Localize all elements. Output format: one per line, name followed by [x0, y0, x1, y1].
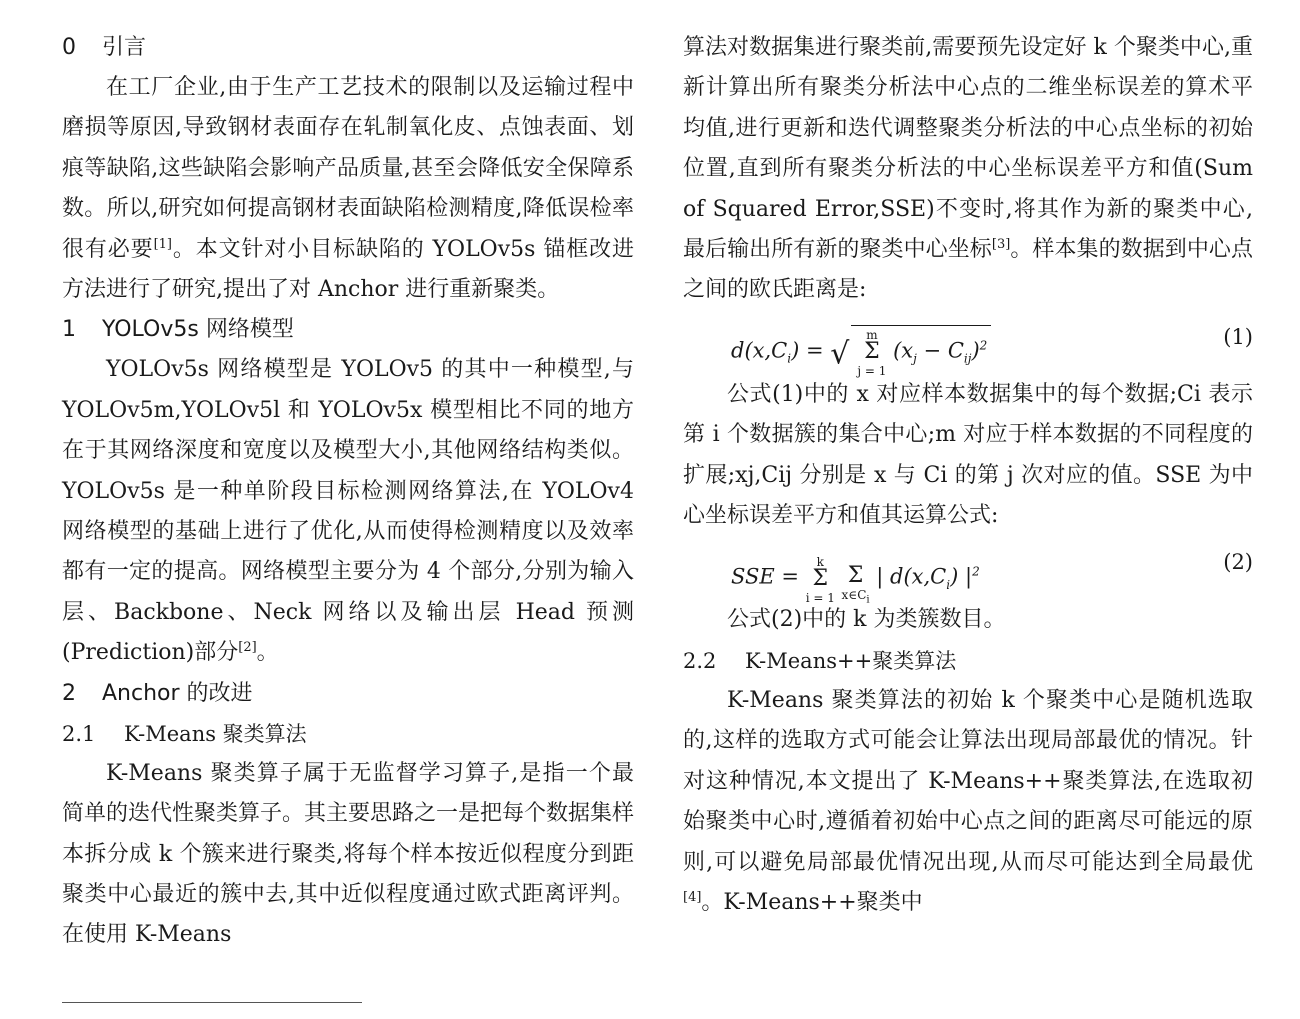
yolov5s-paragraph	[62, 350, 634, 673]
sum-bottom: j = 1	[857, 363, 887, 378]
citation: [4]	[683, 889, 702, 905]
kmeans-paragraph	[62, 754, 634, 956]
paragraph-text: 算法对数据集进行聚类前,需要预先设定好 k 个聚类中心,重新计算出所有聚类分析法中心点的二维坐标误差的算术平均值,进行更新和迭代调整聚类分析法的中心点坐标的初始位置,直到所有聚类分析法的中心坐标误差平方和值(Sum of Squared Error,SSE)不变时,将其作为新的聚类中心,最后输出所有新的聚类中心坐标	[683, 35, 1253, 263]
sum-symbol	[857, 326, 886, 378]
eq-minus: − C	[916, 338, 964, 363]
section-heading-intro	[62, 28, 634, 68]
footnote-divider	[62, 1002, 362, 1003]
citation: [3]	[991, 237, 1011, 253]
section-number: 0	[62, 35, 76, 60]
sigma-icon: Σ	[847, 563, 864, 589]
sqrt-body	[851, 325, 991, 378]
eq-sub: i	[866, 594, 870, 606]
equation-2	[683, 536, 1253, 606]
eq-power: 2	[979, 338, 988, 353]
subsection-number: 2.2	[683, 648, 717, 673]
subsection-heading-kmeans	[62, 714, 634, 754]
paragraph-text-tail: 。K-Means++聚类中	[701, 889, 923, 915]
paragraph-text-tail: 。样本集的数据到中心点之间的欧氏距离是:	[683, 237, 1253, 303]
left-column	[62, 28, 634, 956]
eq-lhs: SSE =	[731, 565, 800, 590]
section-heading-anchor	[62, 674, 634, 714]
sum-bottom	[841, 588, 870, 606]
section-title: YOLOv5s 网络模型	[102, 317, 294, 343]
paragraph-text: K-Means 聚类算法的初始 k 个聚类中心是随机选取的,这样的选取方式可能会让算法出现局部最优的情况。针对这种情况,本文提出了 K-Means++聚类算法,在选取初始聚类中心时,遵循着初始中心点之间的距离尽可能远的原则,可以避免局部最优情况出现,从而尽可能达到全局最优	[683, 687, 1253, 875]
equation-number: (2)	[1223, 550, 1253, 575]
subsection-title: K-Means 聚类算法	[124, 721, 307, 746]
sum-bottom-text: x∈C	[841, 588, 867, 603]
sum-bottom: i = 1	[805, 590, 835, 605]
section-title: 引言	[102, 35, 147, 60]
sigma-icon: Σ	[864, 338, 880, 364]
paragraph-text: 在工厂企业,由于生产工艺技术的限制以及运输过程中磨损等原因,导致钢材表面存在轧制氧化皮、点蚀表面、划痕等缺陷,这些缺陷会影响产品质量,甚至会降低安全保障系数。所以,研究如何提高钢材表面缺陷检测精度,降低误检率很有必要	[62, 75, 634, 262]
section-number: 1	[62, 317, 76, 343]
paragraph-text-tail: 。本文针对小目标缺陷的 YOLOv5s 锚框改进方法进行了研究,提出了对 Anchor 进行重新聚类。	[62, 236, 634, 303]
sum-symbol	[806, 553, 835, 605]
sqrt-icon: √	[830, 336, 850, 372]
paragraph-text: K-Means 聚类算子属于无监督学习算子,是指一个最简单的迭代性聚类算子。其主要思路之一是把每个数据集样本拆分成 k 个簇来进行聚类,将每个样本按近似程度分到距聚类中心最近的簇中去,其中近似程度通过欧式距离评判。在使用 K-Means	[62, 760, 635, 948]
section-number: 2	[62, 680, 76, 706]
right-column	[683, 28, 1253, 923]
eq-sub: i	[946, 578, 951, 593]
eq-body-close: ) |	[950, 565, 973, 590]
paragraph-text: YOLOv5s 网络模型是 YOLOv5 的其中一种模型,与 YOLOv5m,YOLOv5l 和 YOLOv5x 模型相比不同的地方在于其网络深度和宽度以及模型大小,其他网络结构类似。YOLOv5s 是一种单阶段目标检测网络算法,在 YOLOv4 网络模型的基础上进行了优化,从而使得检测精度以及效率都有一定的提高。网络模型主要分为 4 个部分,分别为输入层、Backbone、Neck 网络以及输出层 Head 预测(Prediction)部分	[62, 357, 634, 666]
section-heading-yolov5s	[62, 310, 634, 350]
eq-lhs: d(x,C	[731, 338, 788, 363]
kmeans-continued-paragraph	[683, 28, 1253, 311]
sum-top: m	[866, 327, 878, 342]
eq-body-close: )	[971, 338, 980, 363]
citation: [2]	[238, 640, 257, 656]
paragraph-text: 公式(2)中的 k 为类簇数目。	[727, 607, 1006, 633]
equation-1	[683, 311, 1253, 378]
eq-sub: i	[787, 351, 792, 366]
eq-body: (x	[893, 338, 914, 363]
equation-number: (1)	[1223, 324, 1253, 349]
sum-symbol	[842, 550, 870, 606]
equation-expression	[731, 325, 991, 378]
kmeanspp-paragraph	[683, 681, 1253, 923]
paragraph-text: 公式(1)中的 x 对应样本数据集中的每个数据;Ci 表示第 i 个数据簇的集合中心;m 对应于样本数据的不同程度的扩展;xj,Cij 分别是 x 与 Ci 的第 j 次对应的值。SSE 为中心坐标误差平方和值其运算公式:	[683, 381, 1253, 529]
subsection-title: K-Means++聚类算法	[745, 648, 957, 673]
subsection-number: 2.1	[62, 721, 96, 746]
sum-top: k	[816, 554, 824, 569]
citation: [1]	[153, 236, 172, 252]
eq-body: | d(x,C	[876, 565, 947, 590]
subsection-heading-kmeanspp	[683, 641, 1253, 681]
intro-paragraph	[62, 68, 634, 310]
eq-sub: ij	[963, 351, 972, 366]
eq-power: 2	[972, 565, 980, 580]
eq-lhs-close: ) =	[791, 338, 824, 363]
eq1-explanation-paragraph	[683, 375, 1253, 537]
eq-sub: j	[913, 351, 917, 366]
section-title: Anchor 的改进	[102, 680, 253, 706]
sigma-icon: Σ	[812, 565, 829, 591]
paragraph-text-tail: 。	[256, 640, 279, 666]
equation-expression	[731, 550, 980, 606]
